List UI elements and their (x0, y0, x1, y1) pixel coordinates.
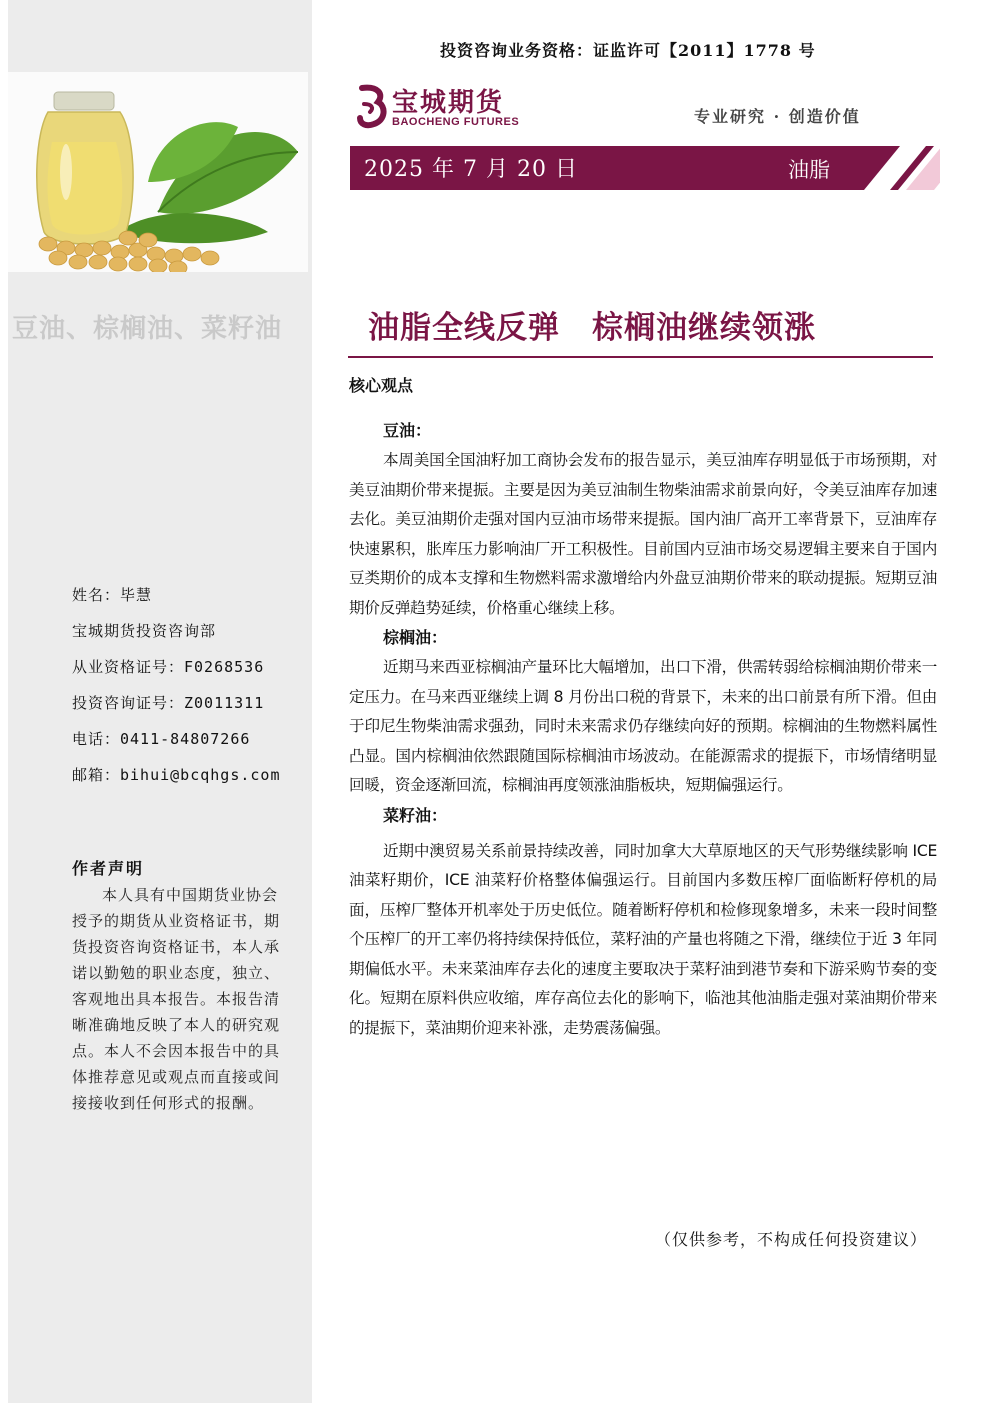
author-phone: 电话：0411-84807266 (72, 730, 251, 748)
author-consulting-number: 投资咨询证号：Z0011311 (72, 694, 265, 712)
report-content (349, 416, 937, 1043)
section-heading-palm-oil: 棕榈油： (383, 628, 448, 647)
logo-chinese-text: 宝城期货 (392, 88, 505, 118)
author-department: 宝城期货投资咨询部 (72, 622, 217, 640)
report-category: 油脂 (788, 158, 830, 182)
slogan: 专业研究 · 创造价值 (694, 107, 861, 126)
author-name: 姓名：毕慧 (72, 586, 153, 604)
soybean-oil-illustration (8, 72, 308, 272)
investment-disclaimer: （仅供参考，不构成任何投资建议） (655, 1230, 928, 1249)
company-logo (354, 84, 534, 134)
baocheng-logo-icon (354, 84, 390, 130)
section-body-rapeseed-oil: 近期中澳贸易关系前景持续改善，同时加拿大大草原地区的天气形势继续影响 ICE 油菜籽期价，ICE 油菜籽价格整体偏强运行。目前国内多数压榨厂面临断籽停机的局面，压榨厂整体开机率处于历史低位。随着断籽停机和检修现象增多，未来一段时间整个压榨厂的开工率仍将持续保持低位，菜籽油的产量也将随之下滑，继续位于近 3 年同期偏低水平。未来菜油库存去化的速度主要取决于菜籽油到港节奏和下游采购节奏的变化。短期在原料供应收缩，库存高位去化的影响下，临池其他油脂走强对菜油期价带来的提振下，菜油期价迎来补涨，走势震荡偏强。 (349, 841, 937, 1037)
author-info (72, 584, 281, 800)
report-date: 2025 年 7 月 20 日 (364, 157, 578, 182)
section-body-soybean-oil: 本周美国全国油籽加工商协会发布的报告显示，美豆油库存明显低于市场预期，对美豆油期价带来提振。主要是因为美豆油制生物柴油需求前景向好，令美豆油库存加速去化。美豆油期价走强对国内豆油市场带来提振。国内油厂高开工率背景下，豆油库存快速累积，胀库压力影响油厂开工积极性。目前国内豆油市场交易逻辑主要来自于国内豆类期价的成本支撑和生物燃料需求激增给内外盘豆油期价带来的联动提振。短期豆油期价反弹趋势延续，价格重心继续上移。 (349, 451, 937, 617)
declaration-title: 作者声明 (72, 859, 145, 878)
author-email[interactable]: 邮箱：bihui@bcqhgs.com (72, 766, 281, 784)
logo-english-text: BAOCHENG FUTURES (392, 116, 520, 128)
title-divider (348, 356, 933, 358)
license-statement: 投资咨询业务资格：证监许可【2011】1778 号 (440, 41, 816, 60)
declaration-body: 本人具有中国期货业协会授予的期货从业资格证书，期货投资咨询资格证书，本人承诺以勤勉的职业态度，独立、客观地出具本报告。本报告清晰准确地反映了本人的研究观点。本人不会因本报告中的具体推荐意见或观点而直接或间接接收到任何形式的报酬。 (72, 886, 281, 1112)
section-body-palm-oil: 近期马来西亚棕榈油产量环比大幅增加，出口下滑，供需转弱给棕榈油期价带来一定压力。在马来西亚继续上调 8 月份出口税的背景下，未来的出口前景有所下滑。但由于印尼生物柴油需求强劲，同时未来需求仍存继续向好的预期。棕榈油的生物燃料属性凸显。国内棕榈油依然跟随国际棕榈油市场波动。在能源需求的提振下，市场情绪明显回暖，资金逐渐回流，棕榈油再度领涨油脂板块，短期偏强运行。 (349, 658, 937, 794)
sidebar-topic: 豆油、棕榈油、菜籽油 (12, 314, 283, 344)
section-heading-rapeseed-oil: 菜籽油： (383, 805, 448, 825)
section-heading-soybean-oil: 豆油： (383, 421, 432, 440)
author-qualification-number: 从业资格证号：F0268536 (72, 658, 265, 676)
oil-jar-soybeans-image (8, 72, 308, 272)
report-title: 油脂全线反弹 棕榈油继续领涨 (368, 310, 816, 346)
key-views-label: 核心观点 (349, 376, 414, 395)
